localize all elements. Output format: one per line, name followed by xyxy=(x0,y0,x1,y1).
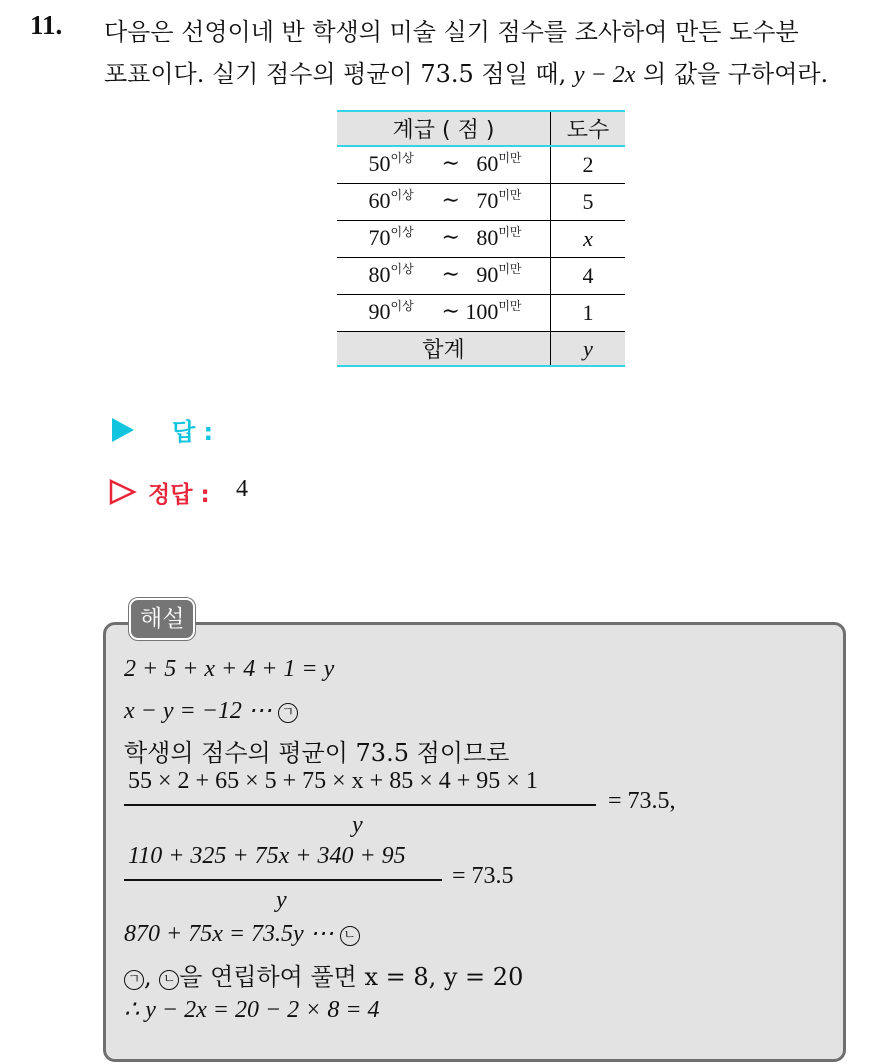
explanation-line xyxy=(124,919,360,948)
table-header-row xyxy=(337,111,625,146)
sup-miman: 미만 xyxy=(498,299,522,313)
explanation-line: ∴ y − 2x = 20 − 2 × 8 = 4 xyxy=(124,997,380,1023)
table-row xyxy=(337,295,625,332)
fraction-numerator: 55 × 2 + 65 × 5 + 75 × x + 85 × 4 + 95 × 1 xyxy=(128,768,538,794)
total-label: 합계 xyxy=(337,332,551,367)
class-lower: 80 xyxy=(368,262,391,287)
question-expression: y − 2x xyxy=(573,62,636,88)
class-upper: 90 xyxy=(476,262,499,287)
class-upper: 100 xyxy=(465,299,499,324)
sup-ise: 이상 xyxy=(390,188,414,202)
table-row xyxy=(337,258,625,295)
fraction-bar xyxy=(124,879,442,881)
sup-miman: 미만 xyxy=(498,188,522,202)
correct-arrow-icon xyxy=(108,478,138,506)
class-upper: 60 xyxy=(476,151,499,176)
answer-label: 답 : xyxy=(172,418,214,446)
frequency-cell: 1 xyxy=(551,295,626,332)
class-upper: 70 xyxy=(476,188,499,213)
fraction-denominator: y xyxy=(352,812,363,838)
tilde: ∼ xyxy=(441,187,460,212)
equation-text: x − y = −12 ⋯ xyxy=(124,698,272,724)
frequency-cell: 5 xyxy=(551,184,626,221)
circled-marker-1: ㄱ xyxy=(124,970,144,990)
equation-text: 870 + 75x = 73.5y ⋯ xyxy=(124,921,334,947)
table-total-row xyxy=(337,332,625,367)
sup-miman: 미만 xyxy=(498,151,522,165)
explanation-line: 2 + 5 + x + 4 + 1 = y xyxy=(124,656,335,682)
question-text-line2-suffix: 의 값을 구하여라. xyxy=(643,60,829,88)
tilde: ∼ xyxy=(441,298,460,323)
question-text-line1: 다음은 선영이네 반 학생의 미술 실기 점수를 조사하여 만든 도수분 xyxy=(104,18,799,46)
table-row xyxy=(337,146,625,184)
correct-answer-value: 4 xyxy=(236,476,248,502)
header-class: 계급 ( 점 ) xyxy=(337,111,551,146)
frequency-cell: 4 xyxy=(551,258,626,295)
class-lower: 50 xyxy=(368,151,391,176)
circled-marker-1: ㄱ xyxy=(278,703,298,723)
tilde: ∼ xyxy=(441,224,460,249)
class-lower: 90 xyxy=(368,299,391,324)
table-row xyxy=(337,221,625,258)
question-number: 11. xyxy=(30,10,63,40)
solve-text: 을 연립하여 풀면 x = 8, y = 20 xyxy=(179,963,524,991)
circled-marker-2: ㄴ xyxy=(159,970,179,990)
sup-ise: 이상 xyxy=(390,262,414,276)
explanation-label: 해설 xyxy=(129,598,195,640)
fraction-denominator: y xyxy=(276,887,287,913)
question-text-line2 xyxy=(104,54,828,89)
frequency-cell: 2 xyxy=(551,146,626,184)
class-lower: 70 xyxy=(368,225,391,250)
fraction-bar xyxy=(124,804,596,806)
frequency-cell: x xyxy=(551,221,626,258)
frequency-table xyxy=(337,110,625,367)
circled-marker-2: ㄴ xyxy=(340,926,360,946)
explanation-line xyxy=(124,696,298,725)
question-text-line2-prefix: 포표이다. 실기 점수의 평균이 73.5 점일 때, xyxy=(104,60,567,88)
sup-miman: 미만 xyxy=(498,225,522,239)
tilde: ∼ xyxy=(441,261,460,286)
sup-ise: 이상 xyxy=(390,299,414,313)
total-frequency: y xyxy=(551,332,626,367)
class-lower: 60 xyxy=(368,188,391,213)
sup-miman: 미만 xyxy=(498,262,522,276)
sup-ise: 이상 xyxy=(390,151,414,165)
fraction-numerator: 110 + 325 + 75x + 340 + 95 xyxy=(128,843,406,869)
answer-arrow-icon xyxy=(112,418,134,442)
table-row xyxy=(337,184,625,221)
sup-ise: 이상 xyxy=(390,225,414,239)
correct-answer-label: 정답 : xyxy=(148,482,210,508)
fraction-rhs: = 73.5, xyxy=(608,788,676,814)
explanation-line: ㄱ , ㄴ 을 연립하여 풀면 x = 8, y = 20 xyxy=(124,957,523,992)
class-upper: 80 xyxy=(476,225,499,250)
tilde: ∼ xyxy=(441,150,460,175)
fraction-rhs: = 73.5 xyxy=(452,863,514,889)
header-frequency: 도수 xyxy=(551,111,626,146)
explanation-line: 학생의 점수의 평균이 73.5 점이므로 xyxy=(124,739,510,767)
